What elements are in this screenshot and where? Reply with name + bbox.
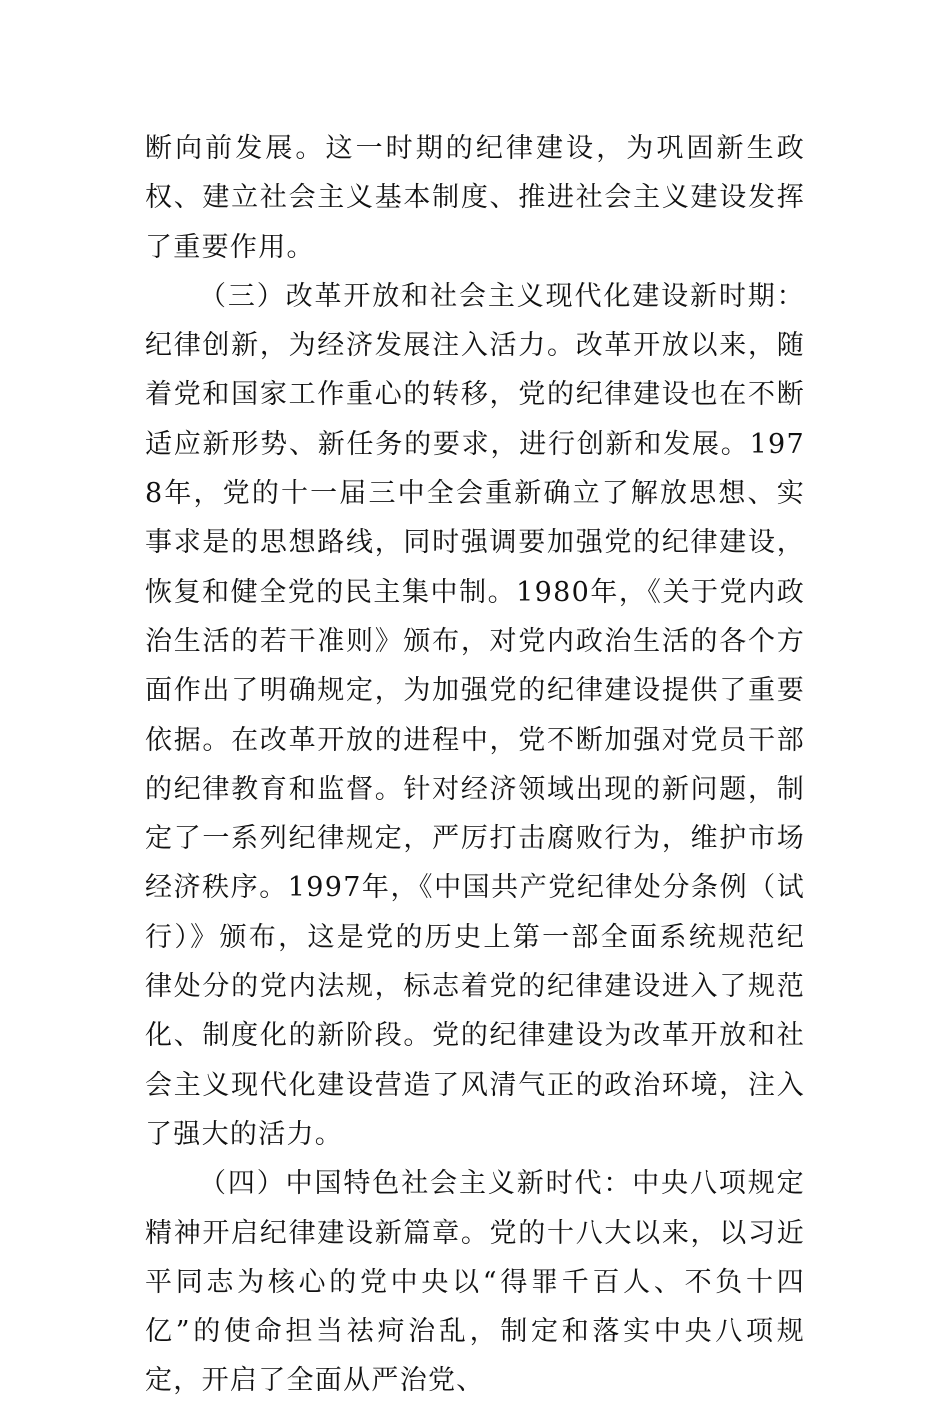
paragraph-2: （三）改革开放和社会主义现代化建设新时期：纪律创新，为经济发展注入活力。改革开放以来，随着党和国家工作重心的转移，党的纪律建设也在不断适应新形势、新任务的要求，进行创新和发展。1978年，党的十一届三中全会重新确立了解放思想、实事求是的思想路线，同时强调要加强党的纪律建设，恢复和健全党的民主集中制。1980年，《关于党内政治生活的若干准则》颁布，对党内政治生活的各个方面作出了明确规定，为加强党的纪律建设提供了重要依据。在改革开放的进程中，党不断加强对党员干部的纪律教育和监督。针对经济领域出现的新问题，制定了一系列纪律规定，严厉打击腐败行为，维护市场经济秩序。1997年，《中国共产党纪律处分条例（试行）》颁布，这是党的历史上第一部全面系统规范纪律处分的党内法规，标志着党的纪律建设进入了规范化、制度化的新阶段。党的纪律建设为改革开放和社会主义现代化建设营造了风清气正的政治环境，注入了强大的活力。 (145, 280, 805, 1150)
paragraph-3: （四）中国特色社会主义新时代：中央八项规定精神开启纪律建设新篇章。党的十八大以来，以习近平同志为核心的党中央以“得罪千百人、不负十四亿”的使命担当祛疴治乱，制定和落实中央八项规定，开启了全面从严治党、 (145, 1168, 805, 1397)
paragraph-1: 断向前发展。这一时期的纪律建设，为巩固新生政权、建立社会主义基本制度、推进社会主义建设发挥了重要作用。 (145, 133, 805, 263)
document-body (145, 124, 805, 1406)
